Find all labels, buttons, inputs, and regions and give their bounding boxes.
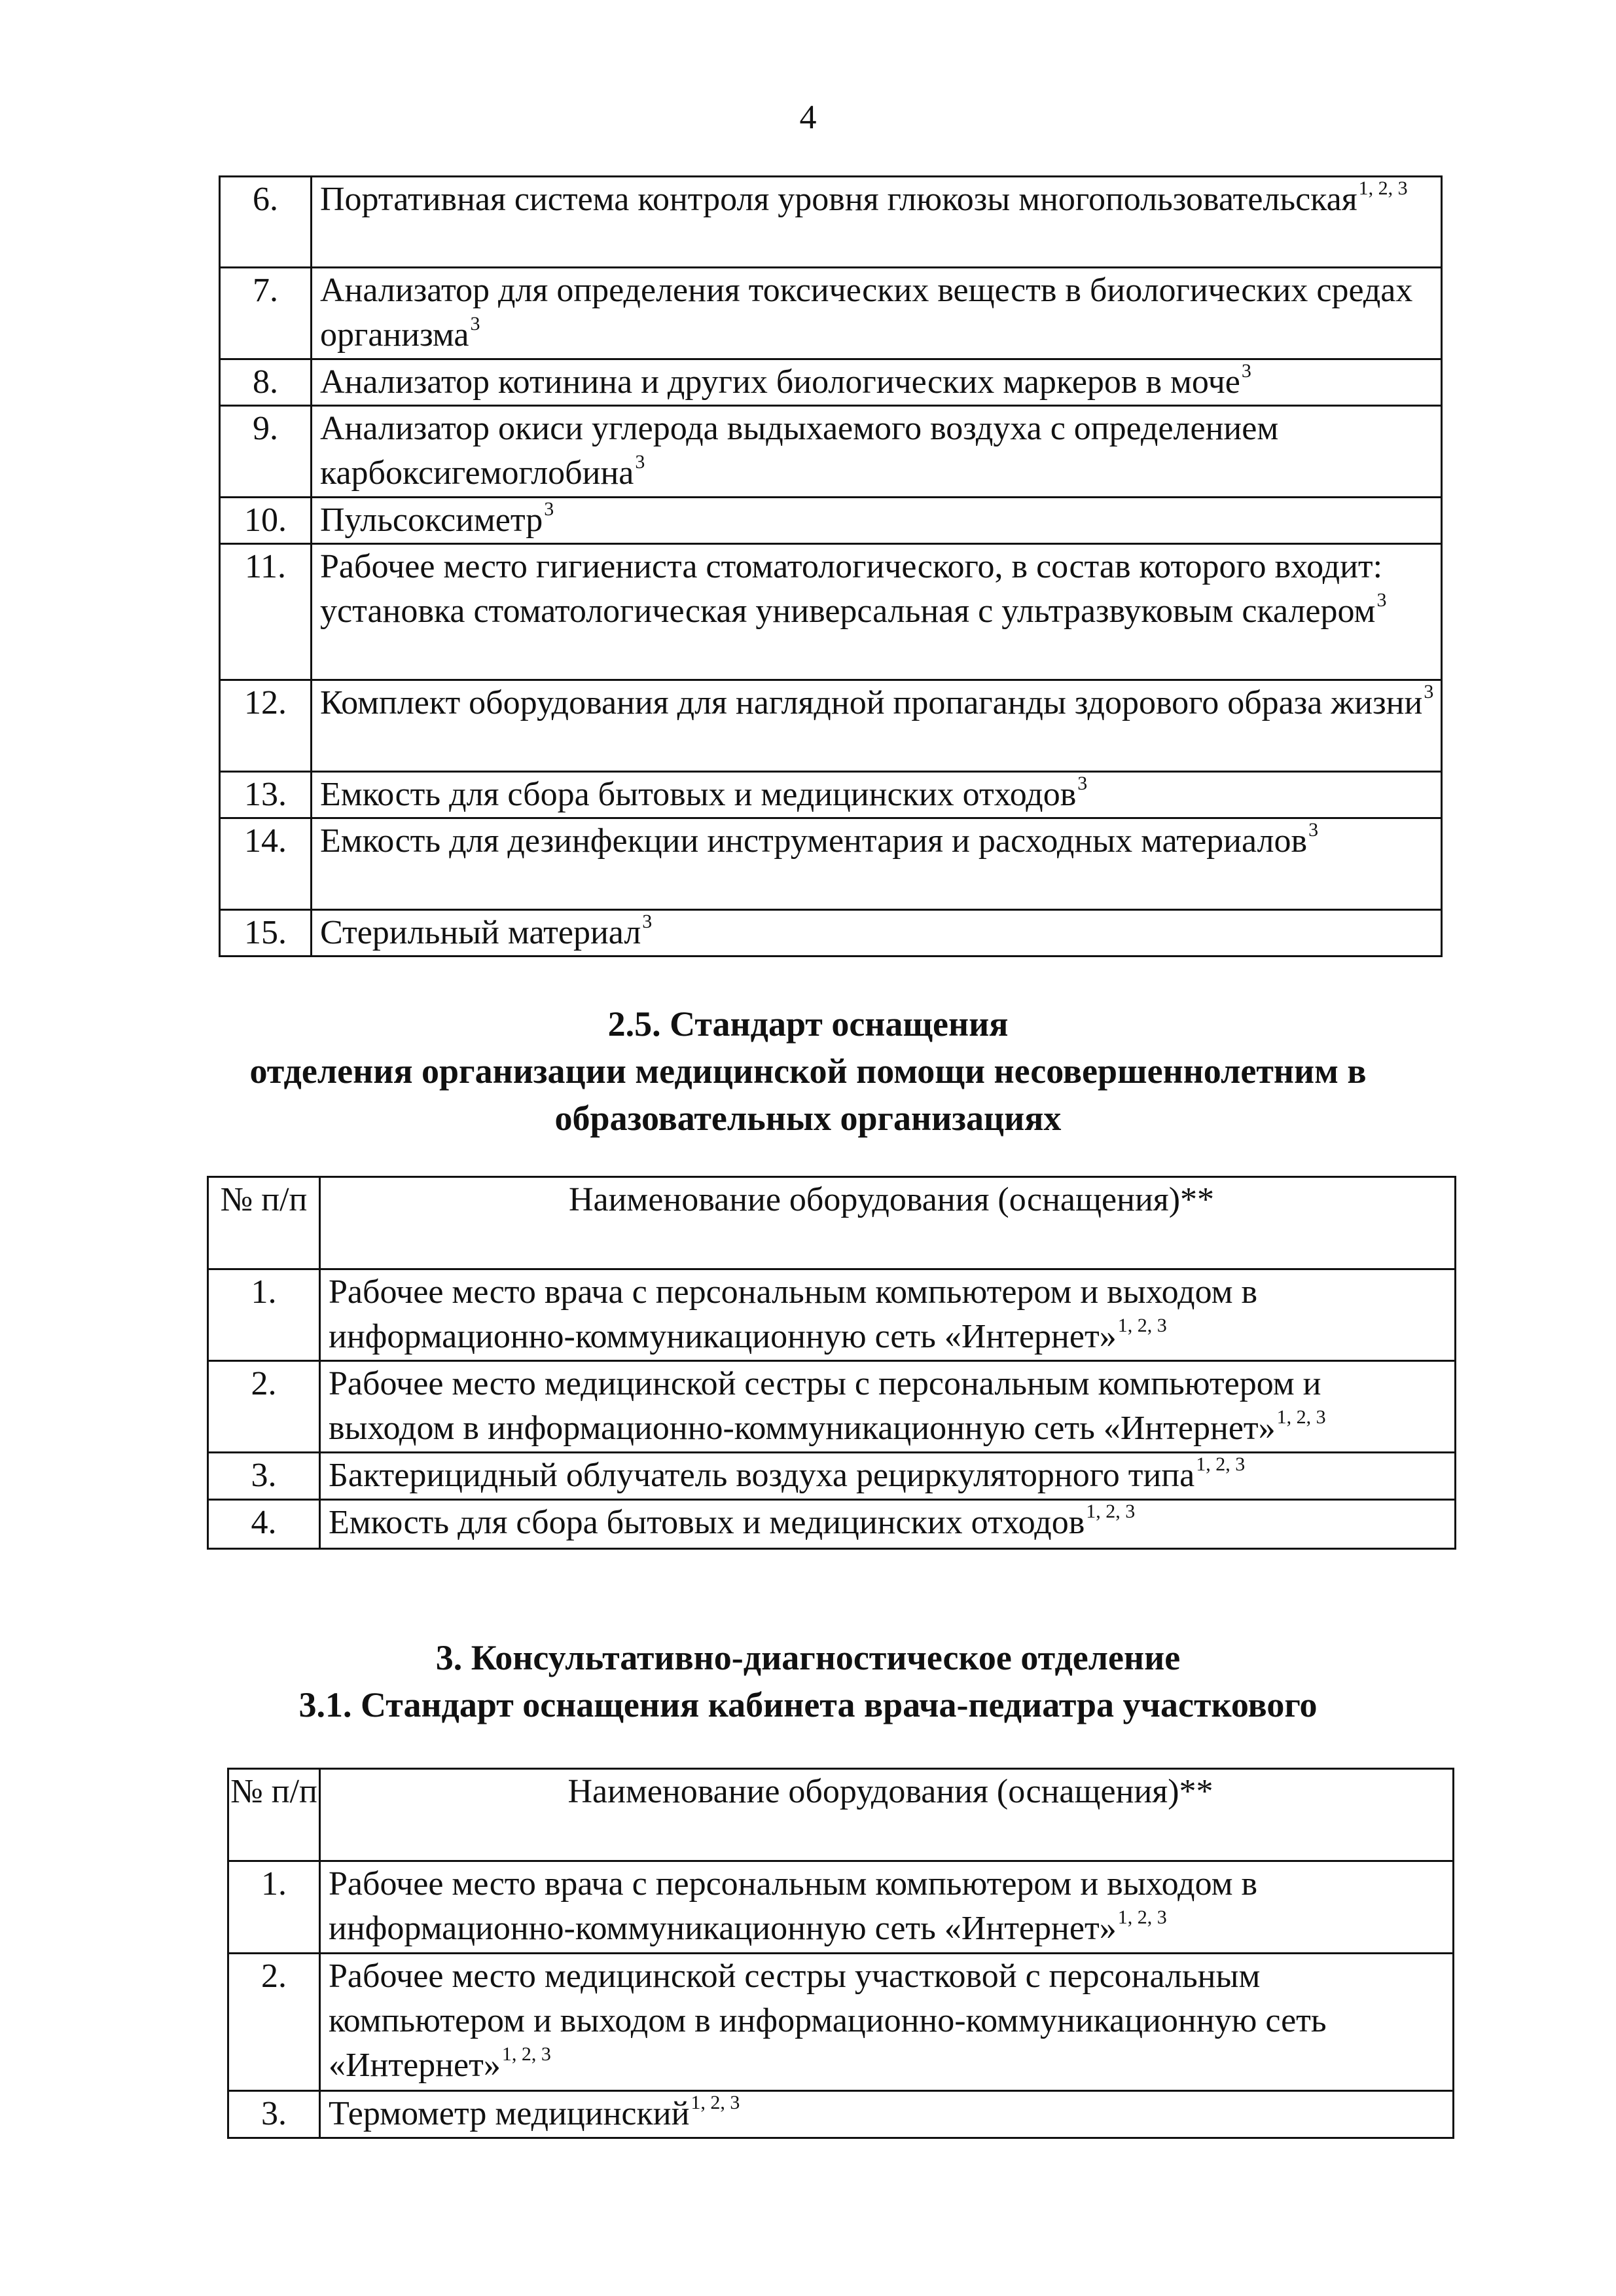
table-row (220, 910, 1442, 957)
column-header-name: Наименование оборудования (оснащения)** (320, 1769, 1454, 1861)
section-2-5-subtitle-line1: отделения организации медицинской помощи несовершеннолетним в (249, 1051, 1367, 1091)
row-number: 4. (208, 1500, 320, 1549)
row-number: 9. (220, 406, 312, 498)
footnote-ref: 1, 2, 3 (691, 2092, 740, 2113)
column-header-name: Наименование оборудования (оснащения)** (320, 1177, 1456, 1269)
equipment-name: Рабочее место врача с персональным компьютером и выходом в информационно-коммуникационную сеть «Интернет»$^{1, 2, 3}$ (320, 1861, 1454, 1954)
equipment-name: Стерильный материал$^3$ (312, 910, 1442, 957)
row-number: 14. (220, 818, 312, 910)
equipment-name: Емкость для дезинфекции инструментария и расходных материалов$^3$ (312, 818, 1442, 910)
row-number: 13. (220, 772, 312, 818)
table-row (208, 1453, 1456, 1500)
row-number: 2. (228, 1954, 320, 2091)
row-number: 1. (208, 1269, 320, 1361)
table-row (208, 1269, 1456, 1361)
table-row (228, 1861, 1454, 1954)
footnote-ref: 3 (1308, 819, 1319, 841)
table-header-row (228, 1769, 1454, 1861)
row-number: 8. (220, 359, 312, 406)
equipment-name: Пульсоксиметр$^3$ (312, 498, 1442, 544)
row-number: 6. (220, 177, 312, 268)
equipment-name: Рабочее место гигиениста стоматологического, в состав которого входит: установка стоматологическая универсальная с ультразвуковым скалером$^3$ (312, 544, 1442, 680)
equipment-name: Комплект оборудования для наглядной пропаганды здорового образа жизни$^3$ (312, 680, 1442, 772)
equipment-name: Анализатор для определения токсических веществ в биологических средах организма$^3$ (312, 268, 1442, 359)
row-number: 15. (220, 910, 312, 957)
footnote-ref: 1, 2, 3 (1086, 1501, 1136, 1522)
row-number: 7. (220, 268, 312, 359)
table-row (208, 1500, 1456, 1549)
footnote-ref: 3 (1077, 773, 1088, 794)
equipment-name: Рабочее место медицинской сестры с персональным компьютером и выходом в информационно-коммуникационную сеть «Интернет»$^{1, 2, 3}$ (320, 1361, 1456, 1453)
footnote-ref: 1, 2, 3 (501, 2043, 551, 2065)
footnote-ref: 3 (470, 313, 480, 335)
section-2-5-title: 2.5. Стандарт оснащения (607, 1004, 1009, 1044)
footnote-ref: 3 (642, 911, 653, 932)
table-row (220, 359, 1442, 406)
table-row (220, 268, 1442, 359)
table-row (220, 818, 1442, 910)
footnote-ref: 1, 2, 3 (1117, 1315, 1167, 1336)
table-row (208, 1361, 1456, 1453)
equipment-table-2-5 (207, 1176, 1456, 1550)
row-number: 11. (220, 544, 312, 680)
table-row (220, 177, 1442, 268)
equipment-name: Термометр медицинский$^{1, 2, 3}$ (320, 2091, 1454, 2138)
row-number: 1. (228, 1861, 320, 1954)
equipment-name: Емкость для сбора бытовых и медицинских отходов$^{1, 2, 3}$ (320, 1500, 1456, 1549)
table-row (228, 1954, 1454, 2091)
column-header-number: № п/п (228, 1769, 320, 1861)
footnote-ref: 1, 2, 3 (1358, 177, 1408, 199)
equipment-table-continued (219, 175, 1443, 957)
equipment-name: Анализатор котинина и других биологических маркеров в моче$^3$ (312, 359, 1442, 406)
section-3-heading (0, 1634, 1616, 1728)
equipment-name: Бактерицидный облучатель воздуха рециркуляторного типа$^{1, 2, 3}$ (320, 1453, 1456, 1500)
footnote-ref: 3 (544, 498, 554, 520)
row-number: 10. (220, 498, 312, 544)
table-row (220, 544, 1442, 680)
footnote-ref: 3 (1376, 589, 1387, 611)
equipment-name: Рабочее место медицинской сестры участковой с персональным компьютером и выходом в информационно-коммуникационную сеть «Интернет»$^{1, 2, 3}$ (320, 1954, 1454, 2091)
table-row (220, 680, 1442, 772)
page-number: 4 (799, 99, 817, 136)
footnote-ref: 1, 2, 3 (1196, 1453, 1246, 1475)
section-3-1-title: 3.1. Стандарт оснащения кабинета врача-педиатра участкового (298, 1685, 1318, 1724)
equipment-name: Рабочее место врача с персональным компьютером и выходом в информационно-коммуникационную сеть «Интернет»$^{1, 2, 3}$ (320, 1269, 1456, 1361)
equipment-name: Емкость для сбора бытовых и медицинских отходов$^3$ (312, 772, 1442, 818)
equipment-name: Анализатор окиси углерода выдыхаемого воздуха с определением карбоксигемоглобина$^3$ (312, 406, 1442, 498)
row-number: 3. (208, 1453, 320, 1500)
footnote-ref: 3 (1241, 360, 1251, 382)
table-row (228, 2091, 1454, 2138)
footnote-ref: 1, 2, 3 (1276, 1406, 1326, 1428)
section-2-5-subtitle-line2: образовательных организациях (554, 1099, 1062, 1138)
table-row (220, 406, 1442, 498)
table-row (220, 772, 1442, 818)
row-number: 12. (220, 680, 312, 772)
footnote-ref: 3 (1424, 681, 1434, 702)
table-header-row (208, 1177, 1456, 1269)
section-3-title: 3. Консультативно-диагностическое отделение (435, 1638, 1181, 1677)
row-number: 3. (228, 2091, 320, 2138)
table-row (220, 498, 1442, 544)
column-header-number: № п/п (208, 1177, 320, 1269)
row-number: 2. (208, 1361, 320, 1453)
equipment-table-3-1 (227, 1768, 1454, 2139)
section-2-5-heading (0, 1000, 1616, 1142)
footnote-ref: 1, 2, 3 (1117, 1906, 1167, 1928)
footnote-ref: 3 (635, 451, 645, 473)
equipment-name: Портативная система контроля уровня глюкозы многопользовательская$^{1, 2, 3}$ (312, 177, 1442, 268)
